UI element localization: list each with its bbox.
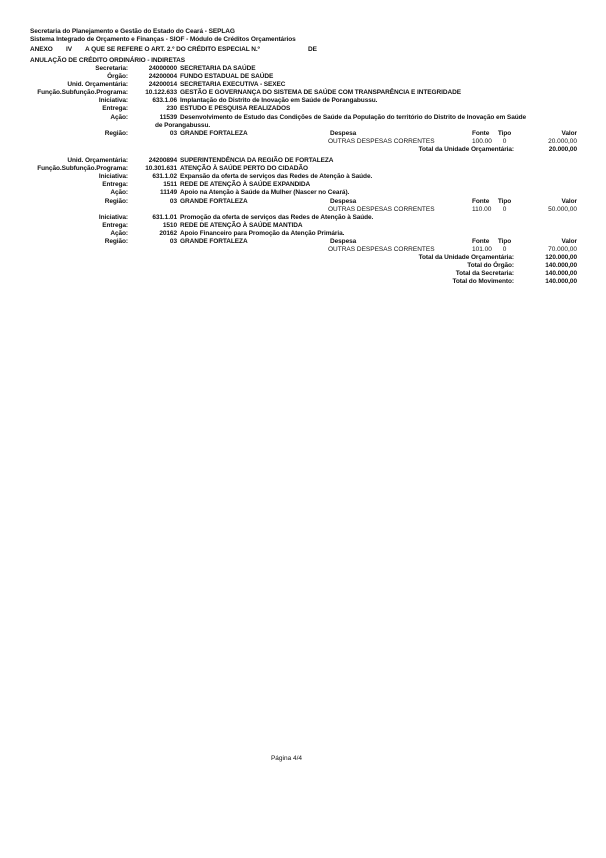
total-label: Total da Unidade Orçamentária: xyxy=(418,145,514,153)
field-text: SECRETARIA DA SAÚDE xyxy=(180,65,256,72)
indent-spacer xyxy=(0,138,328,146)
field-label: Ação: xyxy=(110,189,128,197)
field-text: REDE DE ATENÇÃO À SAÚDE EXPANDIDA xyxy=(180,181,311,189)
expense-row xyxy=(0,138,606,146)
total-row-orgao xyxy=(0,262,606,270)
total-value: 120.000,00 xyxy=(545,254,577,262)
field-code: 631.1.02 xyxy=(152,173,177,181)
field-row-acao xyxy=(0,114,606,122)
expense-valor: 70.000,00 xyxy=(548,246,577,254)
field-code: 11149 xyxy=(160,189,177,197)
field-label: Ação: xyxy=(110,229,128,237)
column-header-despesa: Despesa xyxy=(330,237,357,245)
field-code: 11539 xyxy=(159,113,177,121)
field-label: Órgão: xyxy=(107,73,128,81)
field-text: SUPERINTENDÊNCIA DA REGIÃO DE FORTALEZA xyxy=(180,157,334,165)
indent-spacer xyxy=(0,246,328,254)
indent-spacer xyxy=(0,206,328,214)
column-header-fonte: Fonte xyxy=(472,197,490,205)
annex-number: IV xyxy=(66,46,72,54)
region-row xyxy=(0,238,606,246)
expense-tipo: 0 xyxy=(502,137,507,145)
expense-tipo: 0 xyxy=(502,246,507,254)
total-label: Total da Secretaria: xyxy=(455,270,514,278)
field-label: Unid. Orçamentária: xyxy=(67,157,128,165)
field-code: 633.1.06 xyxy=(152,97,177,105)
field-code: 10.301.631 xyxy=(145,165,177,173)
field-text: REDE DE ATENÇÃO À SAÚDE MANTIDA xyxy=(180,221,303,229)
continuation-text: de Porangabussu. xyxy=(155,121,211,129)
continuation-row xyxy=(0,122,606,130)
expense-row xyxy=(0,206,606,214)
field-label: Entrega: xyxy=(102,221,128,229)
expense-fonte: 100.00 xyxy=(472,137,492,145)
field-text: Expansão da oferta de serviços das Redes de Atenção à Saúde. xyxy=(180,173,373,181)
field-text: Promoção da oferta de serviços das Redes de Atenção à Saúde. xyxy=(180,213,374,221)
expense-tipo: 0 xyxy=(502,205,507,213)
field-label: Iniciativa: xyxy=(98,97,128,105)
expense-fonte: 110.00 xyxy=(472,205,492,213)
total-value: 140.000,00 xyxy=(545,262,577,270)
total-value: 140.000,00 xyxy=(545,278,577,286)
region-name: GRANDE FORTALEZA xyxy=(180,129,248,137)
org-title: Secretaria do Planejamento e Gestão do Estado do Ceará - SEPLAG xyxy=(30,28,235,35)
annex-label: ANEXO xyxy=(30,46,53,54)
field-code: 24200894 xyxy=(148,157,177,165)
field-text: FUNDO ESTADUAL DE SAÚDE xyxy=(180,73,274,81)
report-body xyxy=(0,65,606,287)
field-row-entrega xyxy=(0,181,606,189)
expense-row xyxy=(0,246,606,254)
field-label: Iniciativa: xyxy=(98,213,128,221)
column-header-tipo: Tipo xyxy=(497,129,512,137)
field-code: 24200014 xyxy=(148,81,177,89)
column-header-tipo: Tipo xyxy=(497,197,512,205)
field-row-iniciativa xyxy=(0,97,606,105)
column-header-despesa: Despesa xyxy=(330,129,357,137)
total-row-unidade xyxy=(0,146,606,154)
total-row-secretaria xyxy=(0,270,606,278)
annex-suffix: DE xyxy=(308,46,317,54)
field-label: Unid. Orçamentária: xyxy=(67,81,128,89)
indent-spacer xyxy=(0,122,155,130)
field-row-entrega xyxy=(0,222,606,230)
expense-fonte: 101.00 xyxy=(472,246,492,254)
page-number: Página 4/4 xyxy=(270,755,303,762)
field-code: 1510 xyxy=(162,221,177,229)
field-row-secretaria xyxy=(0,65,606,73)
total-value: 140.000,00 xyxy=(545,270,577,278)
field-code: 230 xyxy=(166,105,177,113)
field-text: ATENÇÃO À SAÚDE PERTO DO CIDADÃO xyxy=(180,165,308,173)
field-code: 631.1.01 xyxy=(152,213,177,221)
field-code: 03 xyxy=(169,197,177,205)
field-row-unidade xyxy=(0,157,606,165)
field-code: 24000000 xyxy=(148,65,177,72)
system-title: Sistema Integrado de Orçamento e Finanças - SIOF - Módulo de Créditos Orçamentários xyxy=(30,36,296,44)
field-code: 10.122.633 xyxy=(145,89,177,97)
expense-name: OUTRAS DESPESAS CORRENTES xyxy=(328,205,435,213)
field-code: 20162 xyxy=(159,229,177,237)
expense-name: OUTRAS DESPESAS CORRENTES xyxy=(328,137,435,145)
total-row-unidade xyxy=(0,254,606,262)
column-header-valor: Valor xyxy=(561,197,577,205)
column-header-tipo: Tipo xyxy=(497,237,512,245)
region-row xyxy=(0,198,606,206)
field-code: 03 xyxy=(169,129,177,137)
field-text: GESTÃO E GOVERNANÇA DO SISTEMA DE SAÚDE COM TRANSPARÊNCIA E INTEGRIDADE xyxy=(180,89,461,97)
field-text: Apoio na Atenção à Saúde da Mulher (Nascer no Ceará). xyxy=(180,189,350,197)
region-row xyxy=(0,130,606,138)
field-label: Função.Subfunção.Programa: xyxy=(37,89,128,97)
field-row-acao xyxy=(0,189,606,197)
document-subtitle: ANULAÇÃO DE CRÉDITO ORDINÁRIO - INDIRETAS xyxy=(30,56,186,64)
field-row-programa xyxy=(0,89,606,97)
total-row-movimento xyxy=(0,278,606,286)
field-code: 03 xyxy=(169,237,177,245)
field-label: Função.Subfunção.Programa: xyxy=(37,165,128,173)
field-label: Região: xyxy=(104,237,128,245)
field-label: Ação: xyxy=(110,113,128,121)
field-row-orgao xyxy=(0,73,606,81)
field-label: Entrega: xyxy=(102,181,128,189)
column-header-valor: Valor xyxy=(561,129,577,137)
field-row-iniciativa xyxy=(0,214,606,222)
expense-valor: 50.000,00 xyxy=(548,205,577,213)
field-label: Iniciativa: xyxy=(98,173,128,181)
column-header-despesa: Despesa xyxy=(330,197,357,205)
field-text: SECRETARIA EXECUTIVA - SEXEC xyxy=(180,81,286,89)
region-name: GRANDE FORTALEZA xyxy=(180,197,248,205)
column-header-valor: Valor xyxy=(561,237,577,245)
expense-valor: 20.000,00 xyxy=(548,137,577,145)
field-code: 24200004 xyxy=(148,73,177,81)
total-value: 20.000,00 xyxy=(548,145,577,153)
field-text: Implantação do Distrito de Inovação em Saúde de Porangabussu. xyxy=(180,97,378,105)
field-row-acao xyxy=(0,230,606,238)
field-text: Desenvolvimento de Estudo das Condições de Saúde da População do território do Distrito de Inovação em Saúde xyxy=(180,113,527,121)
annex-reference-text: A QUE SE REFERE O ART. 2.º DO CRÉDITO ESPECIAL N.º xyxy=(85,46,260,54)
annex-line xyxy=(0,46,606,54)
total-label: Total da Unidade Orçamentária: xyxy=(418,254,514,262)
field-label: Secretaria: xyxy=(95,65,128,72)
field-text: ESTUDO E PESQUISA REALIZADOS xyxy=(180,105,291,113)
field-label: Entrega: xyxy=(102,105,128,113)
total-label: Total do Movimento: xyxy=(452,278,514,286)
field-text: Apoio Financeiro para Promoção da Atenção Primária. xyxy=(180,229,345,237)
field-row-entrega xyxy=(0,105,606,113)
expense-name: OUTRAS DESPESAS CORRENTES xyxy=(328,246,435,254)
region-name: GRANDE FORTALEZA xyxy=(180,237,248,245)
field-code: 1511 xyxy=(163,181,177,189)
column-header-fonte: Fonte xyxy=(472,129,490,137)
field-label: Região: xyxy=(104,197,128,205)
column-header-fonte: Fonte xyxy=(472,237,490,245)
total-label: Total do Órgão: xyxy=(467,262,514,270)
field-row-programa xyxy=(0,165,606,173)
field-label: Região: xyxy=(104,129,128,137)
